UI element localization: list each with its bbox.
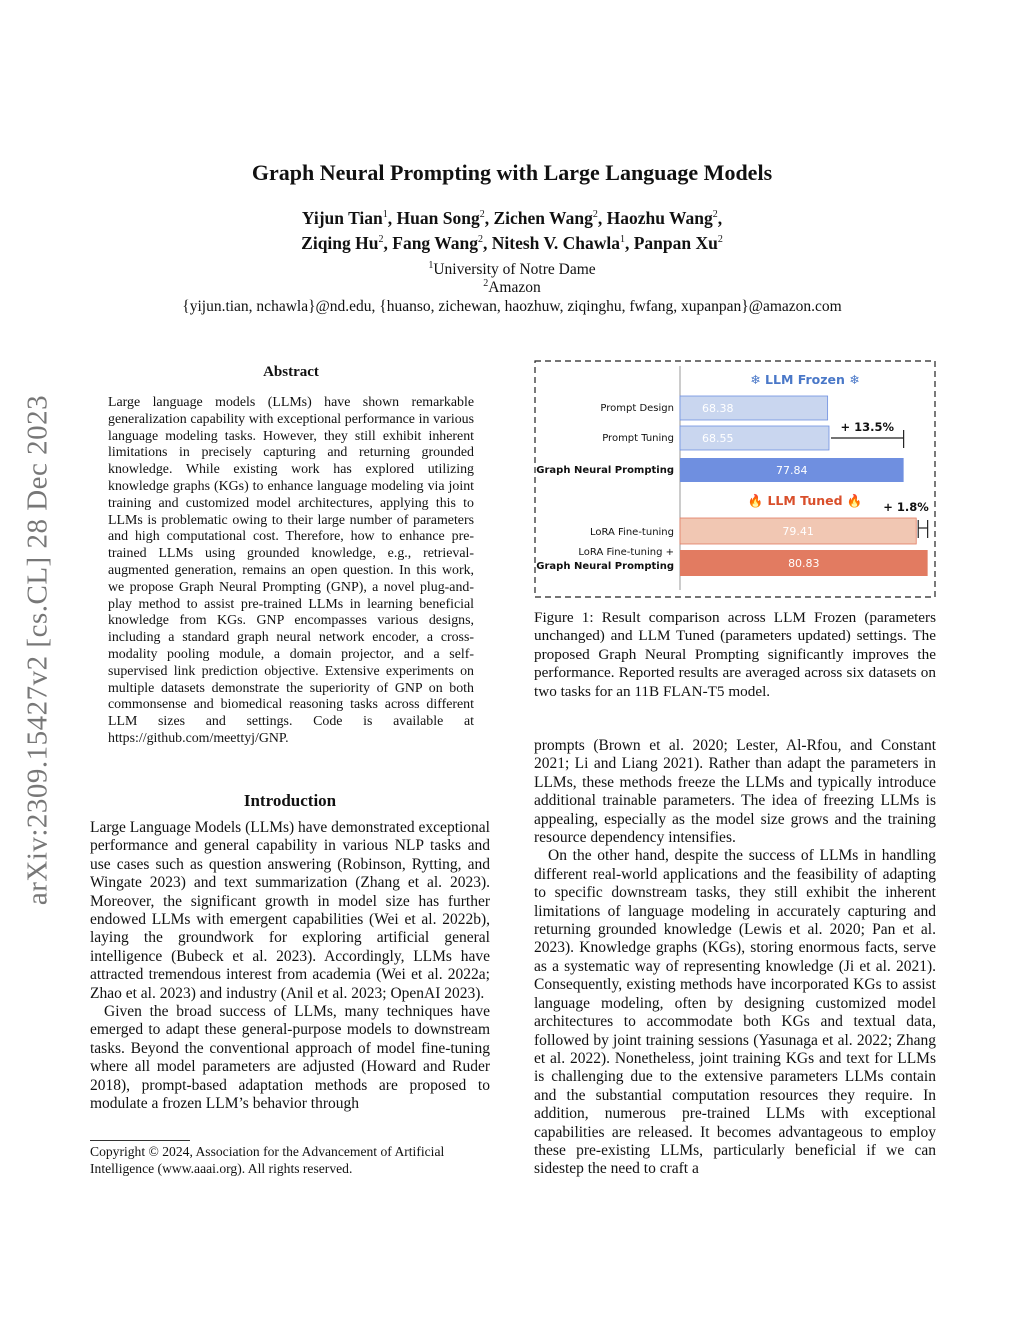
author-emails: {yijun.tian, nchawla}@nd.edu, {huanso, zichewan, haozhuw, ziqinghu, fwfang, xupanpan}@amazon.com [182,298,842,315]
group-title-tuned: 🔥 LLM Tuned 🔥 [747,493,863,508]
left-column [90,819,490,1114]
figure-caption: Figure 1: Result comparison across LLM Frozen (parameters unchanged) and LLM Tuned (parameters updated) settings. The proposed Graph Neural Prompting significantly improves the performance. Reported results are averaged across six datasets on two tasks for an 11B FLAN-T5 model. [534,609,936,700]
improvement-label-tuned: + 1.8% [883,500,929,514]
group-title-frozen: ❄ LLM Frozen ❄ [750,372,860,387]
figure-1 [534,360,936,598]
author-name: Zichen Wang [493,208,593,228]
copyright-footnote: Copyright © 2024, Association for the Advancement of Artificial Intelligence (www.aaai.org). All rights reserved. [90,1144,445,1176]
category-label: LoRA Fine-tuning + [578,547,674,558]
category-label: Graph Neural Prompting [536,561,674,572]
paragraph: Large Language Models (LLMs) have demonstrated exceptional performance and general capability in various NLP tasks and use cases such as question answering (Robinson, Rytting, and Wingate 2023) and text summarization (Zhang et al. 2023). Moreover, the significant growth in model size has further endowed LLMs with emergent capabilities (Wei et al. 2022b), laying the groundwork for exploring artificial general intelligence (Bubeck et al. 2023). Accordingly, LLMs have attracted tremendous interest from academia (Wei et al. 2022a; Zhao et al. 2023) and industry (Anil et al. 2023; OpenAI 2023). [90,819,490,1002]
bar-value-label: 79.41 [782,525,814,538]
affiliation-mark: 2 [712,209,718,221]
affiliation-mark: 2 [478,234,483,246]
abstract-text: Large language models (LLMs) have shown remarkable generalization capability with exceptional performance in various language modeling tasks. However, they still exhibit inherent limitations in precisely capturing and returning grounded knowledge. While existing work has explored utilizing knowledge graphs (KGs) to enhance language modeling via joint training and customized model architectures, applying this to LLMs is problematic owing to their large number of parameters and high computational cost. Therefore, how to enhance pre-trained LLMs using grounded knowledge, e.g., retrieval-augmented generation, remains an open question. In this work, we propose Graph Neural Prompting (GNP), a novel plug-and-play method to assist pre-trained LLMs in learning beneficial knowledge from KGs. GNP encompasses various designs, including a standard graph neural network encoder, a cross-modality pooling module, a domain projector, and a self-supervised link prediction objective. Extensive experiments on multiple datasets demonstrate the superiority of GNP on both commonsense and biomedical reasoning tasks across different LLM sizes and settings. Code is available at https://github.com/meettyj/GNP. [108,395,474,746]
author-name: Nitesh V. Chawla [491,233,620,253]
footnote-rule [90,1140,190,1141]
paper-title: Graph Neural Prompting with Large Language Models [251,160,773,185]
author-name: Panpan Xu [633,233,718,253]
introduction-heading: Introduction [243,791,337,810]
affiliation-2 [0,279,1024,297]
author-line-1: Yijun Tian$^1$, Huan Song$^2$, Zichen Wang$^2$, Haozhu Wang$^2$, [301,208,723,228]
right-column [534,737,936,1179]
affiliation-1 [0,261,1024,279]
result-comparison-chart [534,360,936,598]
arxiv-identifier: arXiv:2309.15427v2 [cs.CL] 28 Dec 2023 [21,394,54,906]
paragraph: Given the broad success of LLMs, many techniques have emerged to adapt these general-purpose models to downstream tasks. Beyond the conventional approach of model fine-tuning where all model parameters are adjusted (Howard and Ruder 2018), prompt-based adaptation methods are proposed to modulate a frozen LLM’s behavior through [90,1003,490,1113]
bar-value-label: 80.83 [788,557,820,570]
author-name: Ziqing Hu [301,233,379,253]
author-name: Yijun Tian [301,208,383,228]
category-label: Prompt Design [600,403,674,414]
affiliation-mark: 2 [378,234,384,246]
bar-value-label: 77.84 [776,464,808,477]
author-name: Haozhu Wang [606,208,713,228]
category-label: Prompt Tuning [602,433,674,444]
affiliation-mark: 2 [479,209,485,221]
institution-name: University of Notre Dame [433,261,596,278]
category-label: Graph Neural Prompting [536,465,674,476]
category-label: LoRA Fine-tuning [589,527,674,538]
bar-value-label: 68.55 [702,432,734,445]
author-name: Fang Wang [392,233,478,253]
paragraph: On the other hand, despite the success of LLMs in handling different real-world applications and the feasibility of adapting to specific downstream tasks, they still exhibit the inherent limitations of language modeling in accurately capturing and returning grounded knowledge (Lewis et al. 2020; Pan et al. 2023). Knowledge graphs (KGs), storing enormous facts, serve as a systematic way of representing knowledge (Ji et al. 2021). Consequently, existing methods have incorporated KGs to assist language modeling, often by designing customized model architectures to accommodate both KGs and textual data, followed by joint training sessions (Yasunaga et al. 2022; Zhang et al. 2022). Nonetheless, joint training KGs and text for LLMs is challenging due to the extensive parameters LLMs contain and the substantial computation resources they require. In addition, numerous pre-trained LLMs with exceptional capabilities are released. It becomes advantageous to employ these pre-existing LLMs, particularly beneficial if we can sidestep the need to craft a [534,847,936,1178]
abstract-heading: Abstract [263,364,319,380]
author-line-2: Ziqing Hu$^2$, Fang Wang$^2$, Nitesh V. Chawla$^1$, Panpan Xu$^2$ [301,233,723,253]
institution-name: Amazon [488,279,541,296]
affiliation-mark: 2 [592,209,598,221]
author-name: Huan Song [396,208,480,228]
bar-value-label: 68.38 [702,402,734,415]
affiliation-mark: 2 [717,234,723,246]
arxiv-sidebar [16,350,60,950]
affiliation-number: 1 [428,259,434,271]
improvement-label-frozen: + 13.5% [840,420,895,434]
affiliation-mark: 1 [619,234,625,246]
affiliation-mark: 1 [382,209,388,221]
paragraph: prompts (Brown et al. 2020; Lester, Al-Rfou, and Constant 2021; Li and Liang 2021). Rather than adapt the parameters in LLMs, these methods freeze the LLMs and typically introduce additional trainable parameters. The idea of freezing LLMs is appealing, especially as the model size grows and the training resource dependency intensifies. [534,737,936,847]
affiliation-number: 2 [483,277,489,289]
